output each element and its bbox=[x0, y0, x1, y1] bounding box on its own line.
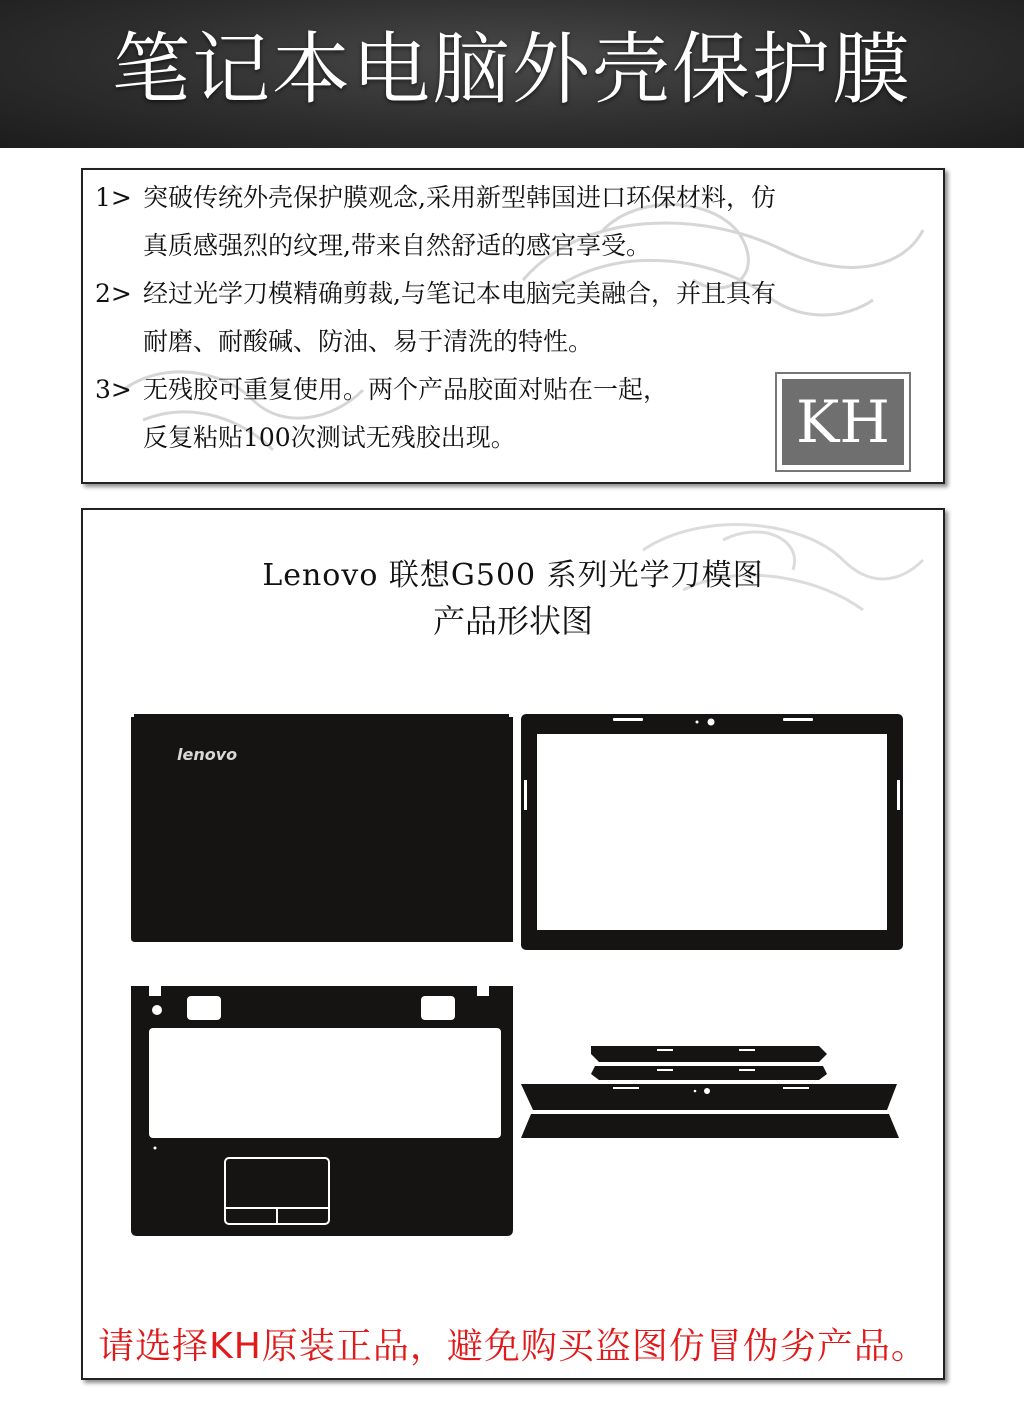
feature-text-continued: 耐磨、耐酸碱、防油、易于清洗的特性。 bbox=[143, 327, 594, 356]
feature-item-3 bbox=[95, 366, 669, 452]
feature-item-2 bbox=[95, 270, 776, 356]
screen-bezel-shape bbox=[521, 714, 903, 950]
product-title: Lenovo 联想G500 系列光学刀模图 bbox=[262, 558, 764, 593]
feature-text-continued: 反复粘贴100次测试无残胶出现。 bbox=[143, 423, 516, 452]
feature-text: 无残胶可重复使用。两个产品胶面对贴在一起， bbox=[143, 375, 669, 404]
feature-text: 突破传统外壳保护膜观念,采用新型韩国进口环保材料，仿 bbox=[143, 183, 776, 212]
feature-number: 3> bbox=[95, 375, 132, 404]
webcam-hole bbox=[708, 719, 715, 726]
feature-text: 经过光学刀模精确剪裁,与笔记本电脑完美融合，并且具有 bbox=[143, 279, 776, 308]
kh-brand-badge bbox=[775, 372, 911, 472]
edge-strips-shape bbox=[521, 1046, 899, 1138]
lenovo-logo: lenovo bbox=[177, 745, 238, 764]
lid-cover-shape bbox=[129, 712, 514, 942]
feature-number: 1> bbox=[95, 183, 132, 212]
feature-number: 2> bbox=[95, 279, 132, 308]
feature-item-1 bbox=[95, 174, 776, 260]
page-title: 笔记本电脑外壳保护膜 bbox=[111, 25, 912, 115]
header-banner bbox=[0, 0, 1024, 148]
feature-text-continued: 真质感强烈的纹理,带来自然舒适的感官享受。 bbox=[143, 231, 651, 260]
authenticity-warning: 请选择KH原装正品，避免购买盗图仿冒伪劣产品。 bbox=[98, 1326, 928, 1367]
features-box bbox=[81, 168, 945, 484]
product-box bbox=[81, 508, 945, 1380]
product-subtitle: 产品形状图 bbox=[432, 602, 593, 640]
palmrest-shape bbox=[131, 986, 513, 1236]
kh-badge-text: KH bbox=[782, 379, 904, 465]
die-cut-diagram bbox=[83, 510, 943, 1378]
